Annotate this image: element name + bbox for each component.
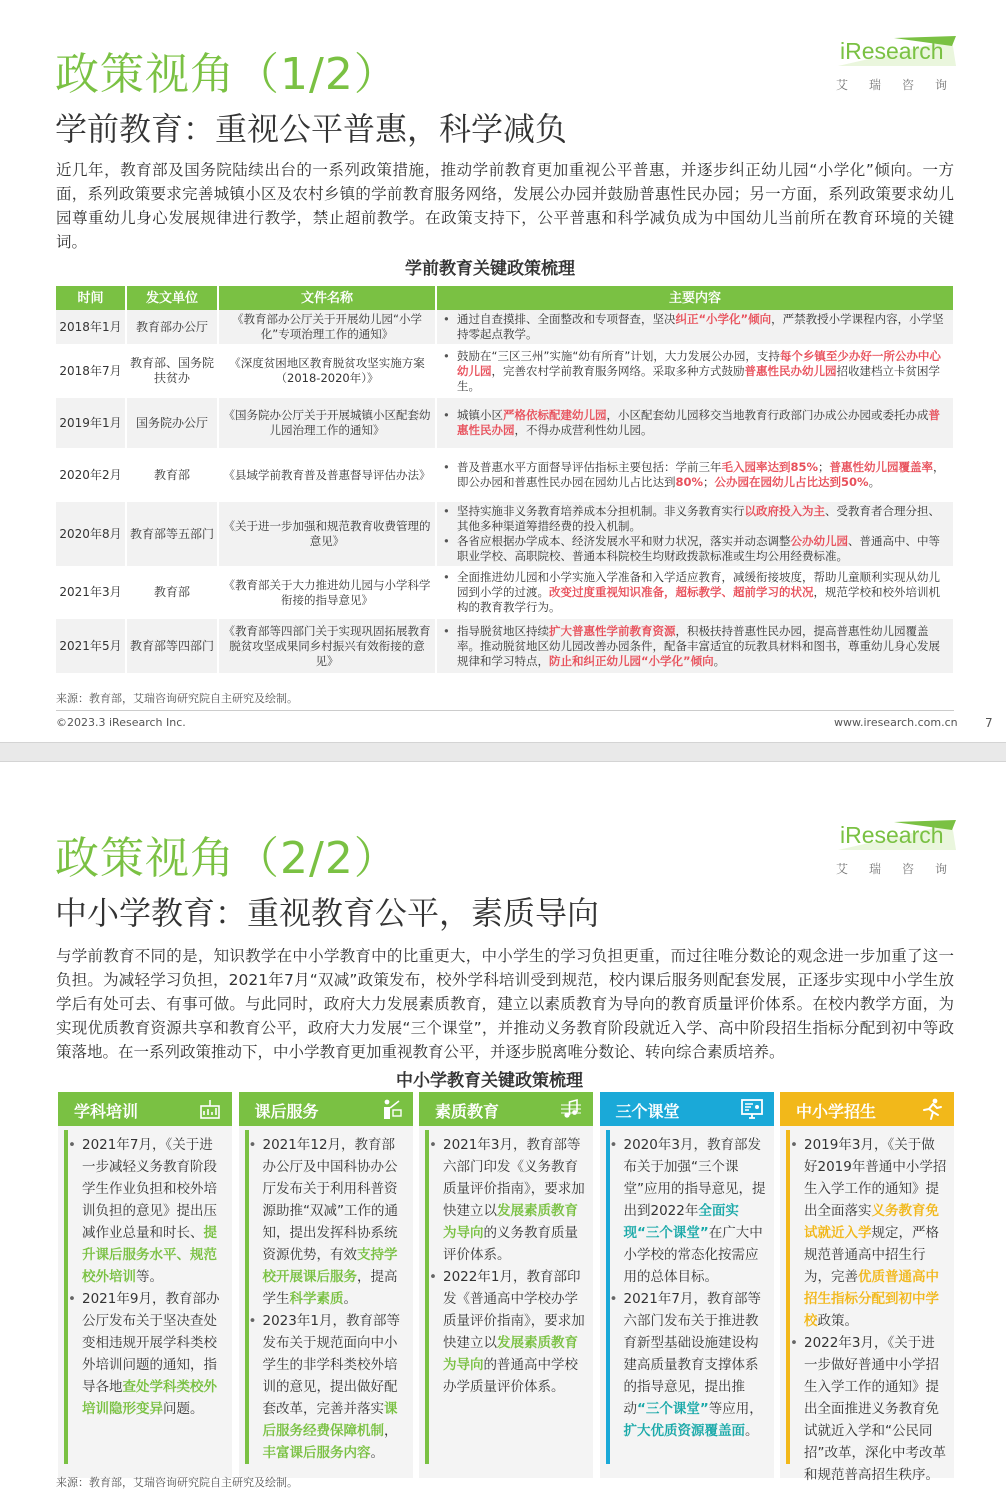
cell-content	[436, 618, 954, 674]
column-header: 主要内容	[436, 286, 954, 310]
teacher-icon	[379, 1097, 403, 1121]
card-bullet	[70, 1288, 226, 1420]
music-icon	[559, 1097, 583, 1121]
table-row	[56, 449, 954, 501]
card-accent-bar	[425, 1130, 429, 1464]
cell-time: 2020年8月	[56, 501, 126, 567]
policy-card	[239, 1092, 413, 1478]
cell-time: 2018年7月	[56, 345, 126, 397]
content-bullet	[443, 570, 945, 615]
card-bullet	[70, 1134, 226, 1288]
slide-page-8	[0, 762, 1006, 1490]
highlight-text: 全面实现“三个课堂”	[623, 1203, 739, 1241]
card-text: 2023年1月，教育部等发布关于规范面向中小学生的非学科类校外培训的意见，提出做好配套改革，完善并落实	[262, 1313, 400, 1417]
highlight-text: 优质普通高中招生指标分配到初中学校	[804, 1269, 939, 1329]
table-header-row	[56, 286, 954, 310]
content-text: ；	[703, 475, 715, 489]
card-header	[239, 1092, 413, 1126]
cell-unit: 国务院办公厅	[126, 397, 218, 449]
source-note: 来源：教育部，艾瑞咨询研究院自主研究及绘制。	[56, 1476, 298, 1489]
card-bullet	[612, 1288, 768, 1442]
column-header: 文件名称	[218, 286, 436, 310]
highlight-text: 扩大普惠性学前教育资源	[549, 623, 676, 638]
card-title: 三个课堂	[615, 1102, 680, 1121]
highlight-text: 普惠性幼儿园覆盖率	[829, 460, 934, 474]
card-header	[780, 1092, 954, 1126]
content-text: 全面推进幼儿园和小学实施入学准备和入学适应教育，减缓衔接坡度，帮助儿童顺利实现从幼儿园到小学的过渡。	[457, 570, 940, 599]
content-text: ，积极扶持普惠性民办园，提高普惠性幼儿园覆盖率。推动脱贫地区幼儿园改善办园条件，配备丰富适宜的玩教具材料和图书，尊重幼儿身心发展规律和学习特点，	[457, 623, 940, 668]
content-text: 城镇小区	[457, 408, 503, 422]
card-text: 规定，严格规范普通高中招生行为，完善	[804, 1225, 939, 1285]
card-title: 素质教育	[435, 1102, 500, 1121]
cell-unit: 教育部	[126, 567, 218, 618]
content-text: ，完善农村学前教育服务网络。采取多种方式鼓励	[491, 363, 745, 378]
card-text: ，	[384, 1423, 398, 1439]
iresearch-logo	[834, 820, 969, 880]
policy-card	[419, 1092, 593, 1478]
runner-icon	[920, 1097, 944, 1121]
cell-time: 2020年2月	[56, 449, 126, 501]
highlight-text: 严格依标配建幼儿园	[503, 408, 607, 422]
cell-document: 《教育部等四部门关于实现巩固拓展教育脱贫攻坚成果同乡村振兴有效衔接的意见》	[218, 618, 436, 674]
card-text: 2021年9月，教育部办公厅发布关于坚决查处变相违规开展学科类校外培训问题的通知，指导各地	[82, 1291, 220, 1395]
slide-page-7	[0, 0, 1006, 742]
highlight-text: 纠正“小学化”倾向	[675, 312, 772, 326]
table-row	[56, 567, 954, 618]
table-row	[56, 618, 954, 674]
content-bullet	[443, 408, 945, 438]
card-bullet	[251, 1310, 407, 1464]
cell-document: 《县域学前教育普及普惠督导评估办法》	[218, 449, 436, 501]
highlight-text: 查处学科类校外培训隐形变异	[82, 1379, 217, 1417]
card-text: 。	[343, 1291, 357, 1307]
policy-card	[58, 1092, 232, 1478]
card-bullet	[431, 1134, 587, 1266]
content-text: ，即公办园和普惠性民办园在园幼儿占比达到	[457, 460, 945, 489]
cell-content	[436, 345, 954, 397]
card-text: 的义务教育质量评价体系。	[443, 1225, 578, 1263]
logo-cn-text: 艾瑞咨询	[836, 862, 969, 876]
content-text: 招收建档立卡贫困学生。	[457, 363, 940, 393]
card-text: 。	[745, 1423, 759, 1439]
content-bullet	[443, 349, 945, 394]
card-body	[612, 1134, 768, 1442]
highlight-text: 发展素质教育为导向	[443, 1335, 578, 1373]
content-text: 普及普惠水平方面督导评估指标主要包括：学前三年	[457, 460, 722, 474]
card-text: 在广大中小学校的常态化按需应用的总体目标。	[623, 1225, 763, 1285]
table-row	[56, 397, 954, 449]
content-text: 、受教育者合理分担、其他多种渠道筹措经费的投入机制。	[457, 504, 940, 533]
intro-paragraph: 与学前教育不同的是，知识教学在中小学教育中的比重更大，中小学生的学习负担更重，而过往唯分数论的观念进一步加重了这一负担。为减轻学习负担，2021年7月“双减”政策发布，校外学科培训受到规范，校内课后服务则配套发展，正逐步实现中小学生放学后有处可去、有事可做。与此同时，政府大力发展素质教育，建立以素质教育为导向的教育质量评价体系。在校内教学方面，为实现优质教育资源共享和教育公平，政府大力发展“三个课堂”，并推动义务教育阶段就近入学、高中阶段招生指标分配到初中等政策落地。在一系列政策推动下，中小学教育更加重视教育公平，并逐步脱离唯分数论、转向综合素质培养。	[56, 947, 954, 1061]
cell-unit: 教育部、国务院扶贫办	[126, 345, 218, 397]
content-text: ，不得办成营利性幼儿园。	[514, 423, 653, 437]
copyright: ©2023.3 iResearch Inc.	[56, 716, 186, 729]
card-accent-bar	[245, 1130, 249, 1464]
highlight-text: 普惠性民办幼儿园	[744, 363, 837, 378]
highlight-text: 课后服务经费保障机制	[262, 1401, 398, 1439]
card-body	[792, 1134, 948, 1486]
highlight-text: 公办园在园幼儿占比达到50%	[714, 475, 869, 489]
card-header	[58, 1092, 232, 1126]
highlight-text: 防止和纠正幼儿园“小学化”倾向	[549, 653, 714, 668]
cell-time: 2021年5月	[56, 618, 126, 674]
highlight-text: 科学素质	[289, 1291, 344, 1307]
card-text: 2021年7月，《关于进一步减轻义务教育阶段学生作业负担和校外培训负担的意见》提出压减作业总量和时长、	[82, 1137, 217, 1241]
card-title: 中小学招生	[796, 1102, 877, 1121]
card-body	[70, 1134, 226, 1420]
table-row	[56, 345, 954, 397]
highlight-text: 每个乡镇至少办好一所公办中心幼儿园	[457, 348, 941, 378]
cell-unit: 教育部办公厅	[126, 310, 218, 345]
content-text: 鼓励在“三区三州”实施“幼有所育”计划，大力发展公办园，支持	[457, 348, 780, 363]
card-bullet	[612, 1134, 768, 1288]
card-text: 2022年1月，教育部印发《普通高中学校办学质量评价指南》，要求加快建立以	[443, 1269, 585, 1351]
cell-content	[436, 567, 954, 618]
card-text: 。	[370, 1445, 384, 1461]
card-text: 等。	[136, 1269, 163, 1285]
table-row	[56, 310, 954, 345]
logo-text: iResearch	[840, 38, 944, 64]
cell-time: 2021年3月	[56, 567, 126, 618]
table-row	[56, 501, 954, 567]
highlight-text: 提升课后服务水平、规范校外培训	[82, 1225, 217, 1285]
highlight-text: 毛入园率达到85%	[721, 460, 819, 474]
highlight-text: 普惠性民办园	[457, 408, 940, 437]
highlight-text: 发展素质教育为导向	[443, 1203, 578, 1241]
footer-divider	[56, 710, 954, 711]
website-link[interactable]: www.iresearch.com.cn	[834, 716, 958, 729]
chart-icon	[198, 1097, 222, 1121]
cell-document: 《教育部关于大力推进幼儿园与小学科学衔接的指导意见》	[218, 567, 436, 618]
content-text: ，规范学校和校外培训机构的教育教学行为。	[457, 585, 940, 614]
screen-icon	[740, 1097, 764, 1121]
highlight-text: 义务教育免试就近入学	[804, 1203, 939, 1241]
card-text: 等应用，	[708, 1401, 763, 1417]
card-text: 2021年7月，教育部等六部门发布关于推进教育新型基础设施建设构建高质量教育支撑体系的指导意见，提出推动	[623, 1291, 761, 1417]
card-bullet	[431, 1266, 587, 1398]
cell-content	[436, 449, 954, 501]
highlight-text: 丰富课后服务内容	[262, 1445, 371, 1461]
cell-unit: 教育部	[126, 449, 218, 501]
section-title: 中小学教育关键政策梳理	[396, 1071, 583, 1091]
card-text: ，提高学生	[262, 1269, 398, 1307]
highlight-text: 以政府投入为主	[744, 504, 825, 518]
card-text: 问题。	[163, 1401, 204, 1417]
page-title: 政策视角（1/2）	[55, 49, 399, 100]
card-header	[600, 1092, 774, 1126]
card-text: 的普通高中学校办学质量评价体系。	[443, 1357, 578, 1395]
content-bullet	[443, 534, 945, 564]
card-bullet	[792, 1332, 948, 1486]
source-note: 来源：教育部，艾瑞咨询研究院自主研究及绘制。	[56, 692, 298, 705]
cell-time: 2018年1月	[56, 310, 126, 345]
card-accent-bar	[786, 1130, 790, 1464]
card-bullet	[251, 1134, 407, 1310]
content-text: 通过自查摸排、全面整改和专项督查，坚决	[457, 312, 676, 326]
content-bullet	[443, 460, 945, 490]
page-subtitle: 中小学教育：重视教育公平，素质导向	[55, 894, 600, 932]
card-text: 2019年3月，《关于做好2019年普通中小学招生入学工作的通知》提出全面落实	[804, 1137, 947, 1219]
card-title: 学科培训	[74, 1102, 139, 1121]
content-bullet	[443, 312, 945, 342]
content-text: ，小区配套幼儿园移交当地教育行政部门办成公办园或委托办成	[606, 408, 929, 422]
card-text: 2021年3月，教育部等六部门印发《义务教育质量评价指南》，要求加快建立以	[443, 1137, 585, 1219]
card-body	[431, 1134, 587, 1398]
content-text: 。	[868, 475, 881, 489]
policy-card	[780, 1092, 954, 1483]
content-text: 各省应根据办学成本、经济发展水平和财力状况，落实并动态调整	[457, 534, 791, 548]
column-header: 时间	[56, 286, 126, 310]
content-text: 坚持实施非义务教育培养成本分担机制。非义务教育实行	[457, 504, 745, 518]
content-text: ；	[818, 460, 830, 474]
content-text: 、普通高中、中等职业学校、高职院校、普通本科院校生均财政拨款标准或生均公用经费标准。	[457, 534, 940, 563]
cell-time: 2019年1月	[56, 397, 126, 449]
highlight-text: 80%	[675, 475, 704, 489]
iresearch-logo	[834, 36, 969, 96]
highlight-text: 扩大优质资源覆盖面	[623, 1423, 745, 1439]
card-header	[419, 1092, 593, 1126]
cell-content	[436, 501, 954, 567]
highlight-text: 公办幼儿园	[790, 534, 848, 548]
cell-document: 《关于进一步加强和规范教育收费管理的意见》	[218, 501, 436, 567]
content-text: 。	[713, 653, 726, 668]
card-title: 课后服务	[254, 1102, 319, 1121]
content-text: ，严禁教授小学课程内容，小学坚持零起点教学。	[457, 312, 944, 341]
logo-cn-text: 艾瑞咨询	[836, 78, 969, 92]
highlight-text: 支持学校开展课后服务	[262, 1247, 398, 1285]
content-bullet	[443, 624, 945, 669]
cell-content	[436, 310, 954, 345]
cell-unit: 教育部等四部门	[126, 618, 218, 674]
card-text: 2021年12月，教育部办公厅及中国科协办公厅发布关于利用科普资源助推“双减”工作的通知，提出发挥科协系统资源优势，有效	[262, 1137, 398, 1263]
cell-document: 《深度贫困地区教育脱贫攻坚实施方案（2018-2020年）》	[218, 345, 436, 397]
page-subtitle: 学前教育：重视公平普惠，科学减负	[55, 110, 568, 148]
card-text: 2020年3月，教育部发布关于加强“三个课堂”应用的指导意见，提出到2022年	[623, 1137, 766, 1219]
page-separator	[0, 742, 1006, 762]
policy-table	[56, 286, 955, 675]
logo-text: iResearch	[840, 822, 944, 848]
cell-document: 《国务院办公厅关于开展城镇小区配套幼儿园治理工作的通知》	[218, 397, 436, 449]
cell-document: 《教育部办公厅关于开展幼儿园“小学化”专项治理工作的通知》	[218, 310, 436, 345]
column-header: 发文单位	[126, 286, 218, 310]
highlight-text: 改变过度重视知识准备，超标教学、超前学习的状况	[549, 585, 814, 599]
content-text: 指导脱贫地区持续	[457, 623, 549, 638]
policy-card	[600, 1092, 774, 1478]
cell-content	[436, 397, 954, 449]
card-text: 政策。	[817, 1313, 858, 1329]
cell-unit: 教育部等五部门	[126, 501, 218, 567]
highlight-text: “三个课堂”	[637, 1401, 709, 1417]
table-title: 学前教育关键政策梳理	[405, 259, 575, 279]
page-number: 7	[985, 716, 993, 730]
page-title: 政策视角（2/2）	[55, 833, 399, 884]
content-bullet	[443, 504, 945, 534]
card-body	[251, 1134, 407, 1464]
intro-paragraph: 近几年，教育部及国务院陆续出台的一系列政策措施，推动学前教育更加重视公平普惠，并逐步纠正幼儿园“小学化”倾向。一方面，系列政策要求完善城镇小区及农村乡镇的学前教育服务网络，发展公办园并鼓励普惠性民办园；另一方面，系列政策要求幼儿园尊重幼儿身心发展规律进行教学，禁止超前教学。在政策支持下，公平普惠和科学减负成为中国幼儿当前所在教育环境的关键词。	[56, 161, 954, 251]
card-text: 2022年3月，《关于进一步做好普通中小学招生入学工作的通知》提出全面推进义务教育免试就近入学和“公民同招”改革，深化中考改革和规范普高招生秩序。	[804, 1335, 946, 1483]
card-bullet	[792, 1134, 948, 1332]
